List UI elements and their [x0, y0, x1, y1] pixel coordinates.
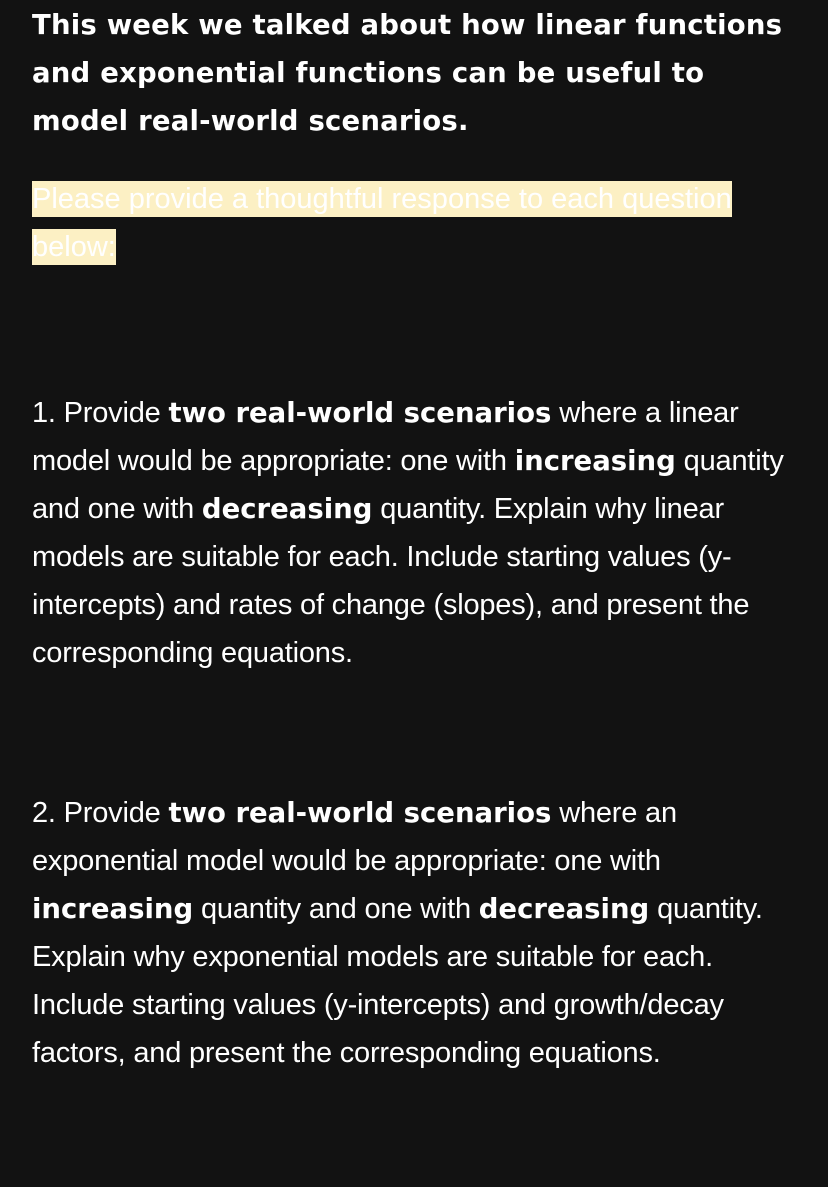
- question-text: Provide: [55, 797, 169, 829]
- question-emphasis: increasing: [514, 445, 676, 477]
- question-text: quantity. Explain why linear models are suitable for each. Include starting values (y-intercepts) and rates of change (slopes), and present the corresponding equations.: [32, 493, 750, 669]
- question-2: [32, 789, 792, 1077]
- highlighted-instruction: Please provide a thoughtful response to each question below:: [32, 183, 732, 263]
- instruction-paragraph: [32, 175, 792, 271]
- question-emphasis: decreasing: [201, 493, 373, 525]
- question-emphasis: two real-world scenarios: [168, 797, 552, 829]
- question-text: quantity and one with: [193, 893, 479, 925]
- question-number: 1.: [32, 397, 56, 429]
- intro-paragraph: This week we talked about how linear functions and exponential functions can be useful to model real-world scenarios.: [32, 9, 783, 137]
- question-number: 2.: [32, 797, 56, 829]
- assignment-prompt: [32, 0, 792, 1077]
- question-text: where an exponential model would be appropriate: one with: [32, 797, 677, 877]
- question-emphasis: decreasing: [478, 893, 650, 925]
- question-text: Provide: [55, 397, 169, 429]
- question-1: [32, 389, 792, 677]
- question-text: quantity and one with: [32, 445, 784, 525]
- question-text: quantity. Explain why exponential models are suitable for each. Include starting values (y-intercepts) and growth/decay factors, and present the corresponding equations.: [32, 893, 763, 1069]
- question-emphasis: two real-world scenarios: [168, 397, 552, 429]
- question-text: where a linear model would be appropriate: one with: [32, 397, 739, 477]
- question-emphasis: increasing: [32, 893, 194, 925]
